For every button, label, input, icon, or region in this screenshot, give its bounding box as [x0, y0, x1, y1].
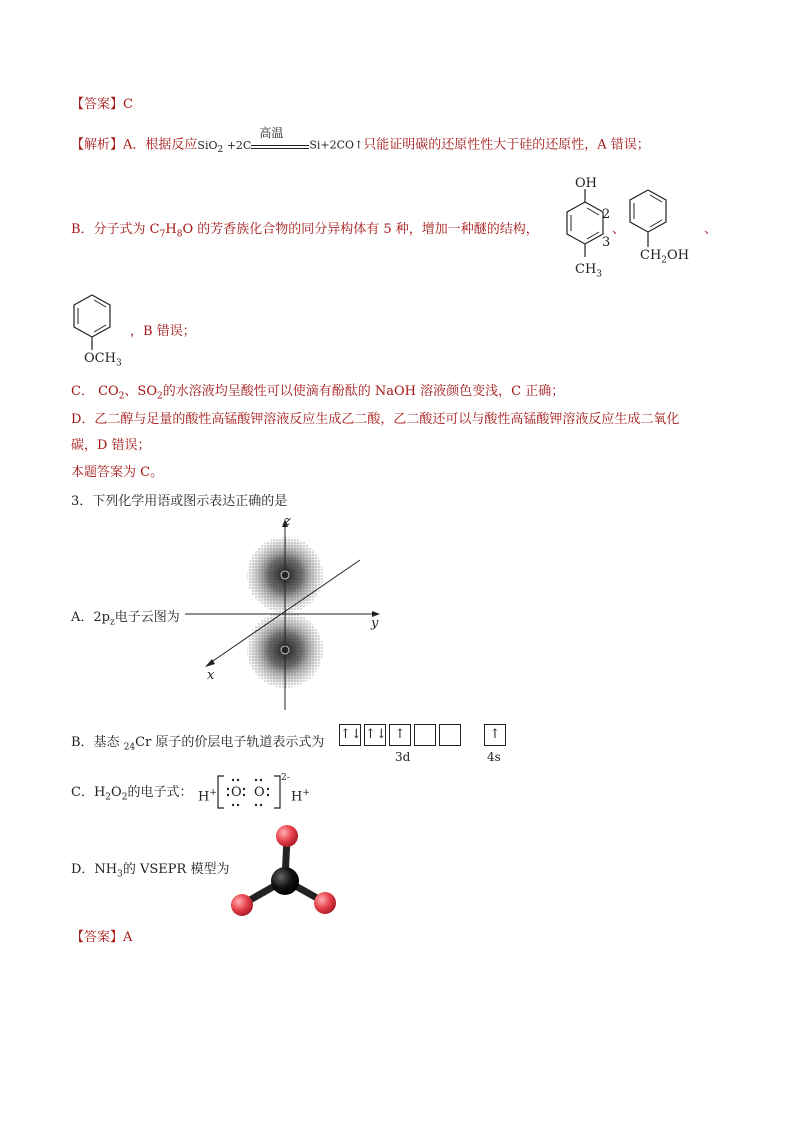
oxygen-1: O: [231, 785, 242, 800]
option-a-text: A．2p: [71, 610, 110, 625]
analysis-c: [71, 383, 564, 406]
pz-orbital-diagram: [180, 515, 390, 715]
h-left-charge: +: [209, 788, 217, 798]
analysis-label: 【解析】: [71, 137, 124, 153]
b-text3: O 的芳香族化合物的同分异构体有 5 种，增加一种醚的结构，: [182, 222, 539, 237]
orbital-3d-1: ↑↓: [339, 724, 361, 746]
option-d-sub: 3: [117, 869, 123, 880]
cresol-ch3: [575, 261, 602, 284]
b-sub1: 7: [159, 229, 166, 240]
option-b: [71, 734, 324, 757]
answer-line-1: [71, 96, 133, 114]
orbital-3d-3: ↑: [389, 724, 411, 746]
reaction-condition: 高温: [259, 126, 284, 140]
benzyl-sub: 2: [661, 255, 668, 266]
h-right-charge: +: [302, 788, 310, 798]
b-separator-2: 、: [704, 222, 718, 237]
option-c-sub1: 2: [105, 792, 112, 803]
option-d-suffix: 的 VSEPR 模型为: [122, 862, 230, 877]
orbital-3d-5: [439, 724, 461, 746]
analysis-d-line1: D．乙二醇与足量的酸性高锰酸钾溶液反应生成乙二酸，乙二酸还可以与酸性高锰酸钾溶液反应生成二氧化: [71, 412, 680, 427]
peroxide-bracket: [216, 774, 286, 810]
option-b-suffix: Cr 原子的价层电子轨道表示式为: [135, 735, 325, 750]
peroxide-charge: 2-: [281, 773, 290, 783]
b-text2: H: [165, 222, 177, 237]
anisole-och: OCH: [84, 351, 116, 366]
benzyl-structure: [628, 185, 708, 270]
cresol-ch-sub: 3: [596, 269, 603, 280]
c-text2: 、SO: [124, 384, 157, 399]
ball-center: [271, 867, 299, 895]
vsepr-model: [228, 818, 343, 918]
answer2-label: 【答案】: [71, 930, 124, 945]
label-3d: 3d: [395, 750, 411, 764]
cresol-label-3: 3: [602, 235, 611, 250]
h-right: [291, 784, 310, 806]
eq-right: Si+2CO↑: [309, 138, 364, 152]
option-a: [71, 609, 180, 632]
answer-line-2: [71, 929, 132, 947]
oxygen-2: O: [254, 785, 265, 800]
benzyl-oh: OH: [667, 248, 690, 263]
answer2-value: A: [123, 930, 133, 945]
analysis-b: [71, 221, 539, 244]
analysis-d-line2: 碳，D 错误；: [71, 438, 151, 453]
eq-left2: +2C: [223, 138, 252, 152]
cresol-oh: OH: [575, 176, 597, 191]
option-d: [71, 861, 229, 884]
h-left-symbol: H: [198, 789, 210, 805]
option-b-text: B．基态: [71, 735, 124, 750]
cresol-label-2: 2: [602, 207, 611, 222]
ball-right: [314, 892, 336, 914]
eq-left: SiO: [197, 138, 218, 152]
axis-x-label: x: [207, 668, 215, 683]
ball-left: [231, 894, 253, 916]
cresol-ch: CH: [575, 262, 597, 277]
analysis-a-prefix: A．根据反应: [123, 137, 198, 153]
anisole-och3: [84, 350, 122, 373]
reaction-arrow: [251, 126, 309, 154]
option-c-text2: O: [111, 785, 122, 800]
c-sub1: 2: [118, 391, 125, 402]
option-b-sub: 24: [123, 742, 136, 753]
option-c-text: C．H: [71, 785, 106, 800]
answer-value: C: [123, 97, 133, 112]
option-c-suffix: 的电子式：: [127, 785, 193, 800]
orbital-4s: ↑: [484, 724, 506, 746]
c-sub2: 2: [157, 391, 163, 402]
b-text1: B．分子式为 C: [71, 222, 160, 237]
b-suffix: ，B 错误；: [130, 324, 196, 339]
question-3-stem: 3．下列化学用语或图示表达正确的是: [71, 494, 288, 509]
option-c-sub2: 2: [121, 792, 128, 803]
analysis-conclusion: 本题答案为 C。: [71, 465, 164, 480]
option-d-text: D．NH: [71, 862, 118, 877]
eq-left-sub: 2: [217, 144, 224, 155]
orbital-3d-2: ↑↓: [364, 724, 386, 746]
h-left: [198, 784, 217, 806]
option-a-sub: z: [109, 617, 115, 628]
benzyl-ch2oh: [640, 247, 689, 270]
option-a-suffix: 电子云图为: [114, 610, 180, 625]
option-c: [71, 784, 192, 807]
analysis-a-suffix: 只能证明碳的还原性性大于硅的还原性，A 错误；: [363, 137, 650, 153]
c-text3: 的水溶液均呈酸性可以使滴有酚酞的 NaOH 溶液颜色变浅，C 正确；: [162, 384, 565, 399]
b-sub2: 8: [176, 229, 183, 240]
axis-y-label: y: [371, 616, 379, 631]
h-right-symbol: H: [291, 789, 303, 805]
analysis-a: [71, 126, 650, 159]
anisole-sub: 3: [115, 358, 122, 369]
c-text: C． CO: [71, 384, 119, 399]
label-4s: 4s: [487, 750, 501, 764]
b-separator-1: 、: [612, 222, 626, 237]
benzyl-ch: CH: [640, 248, 662, 263]
axis-z-label: z: [284, 514, 291, 529]
orbital-3d-4: [414, 724, 436, 746]
answer-label: 【答案】: [71, 97, 124, 112]
ball-top: [276, 825, 298, 847]
